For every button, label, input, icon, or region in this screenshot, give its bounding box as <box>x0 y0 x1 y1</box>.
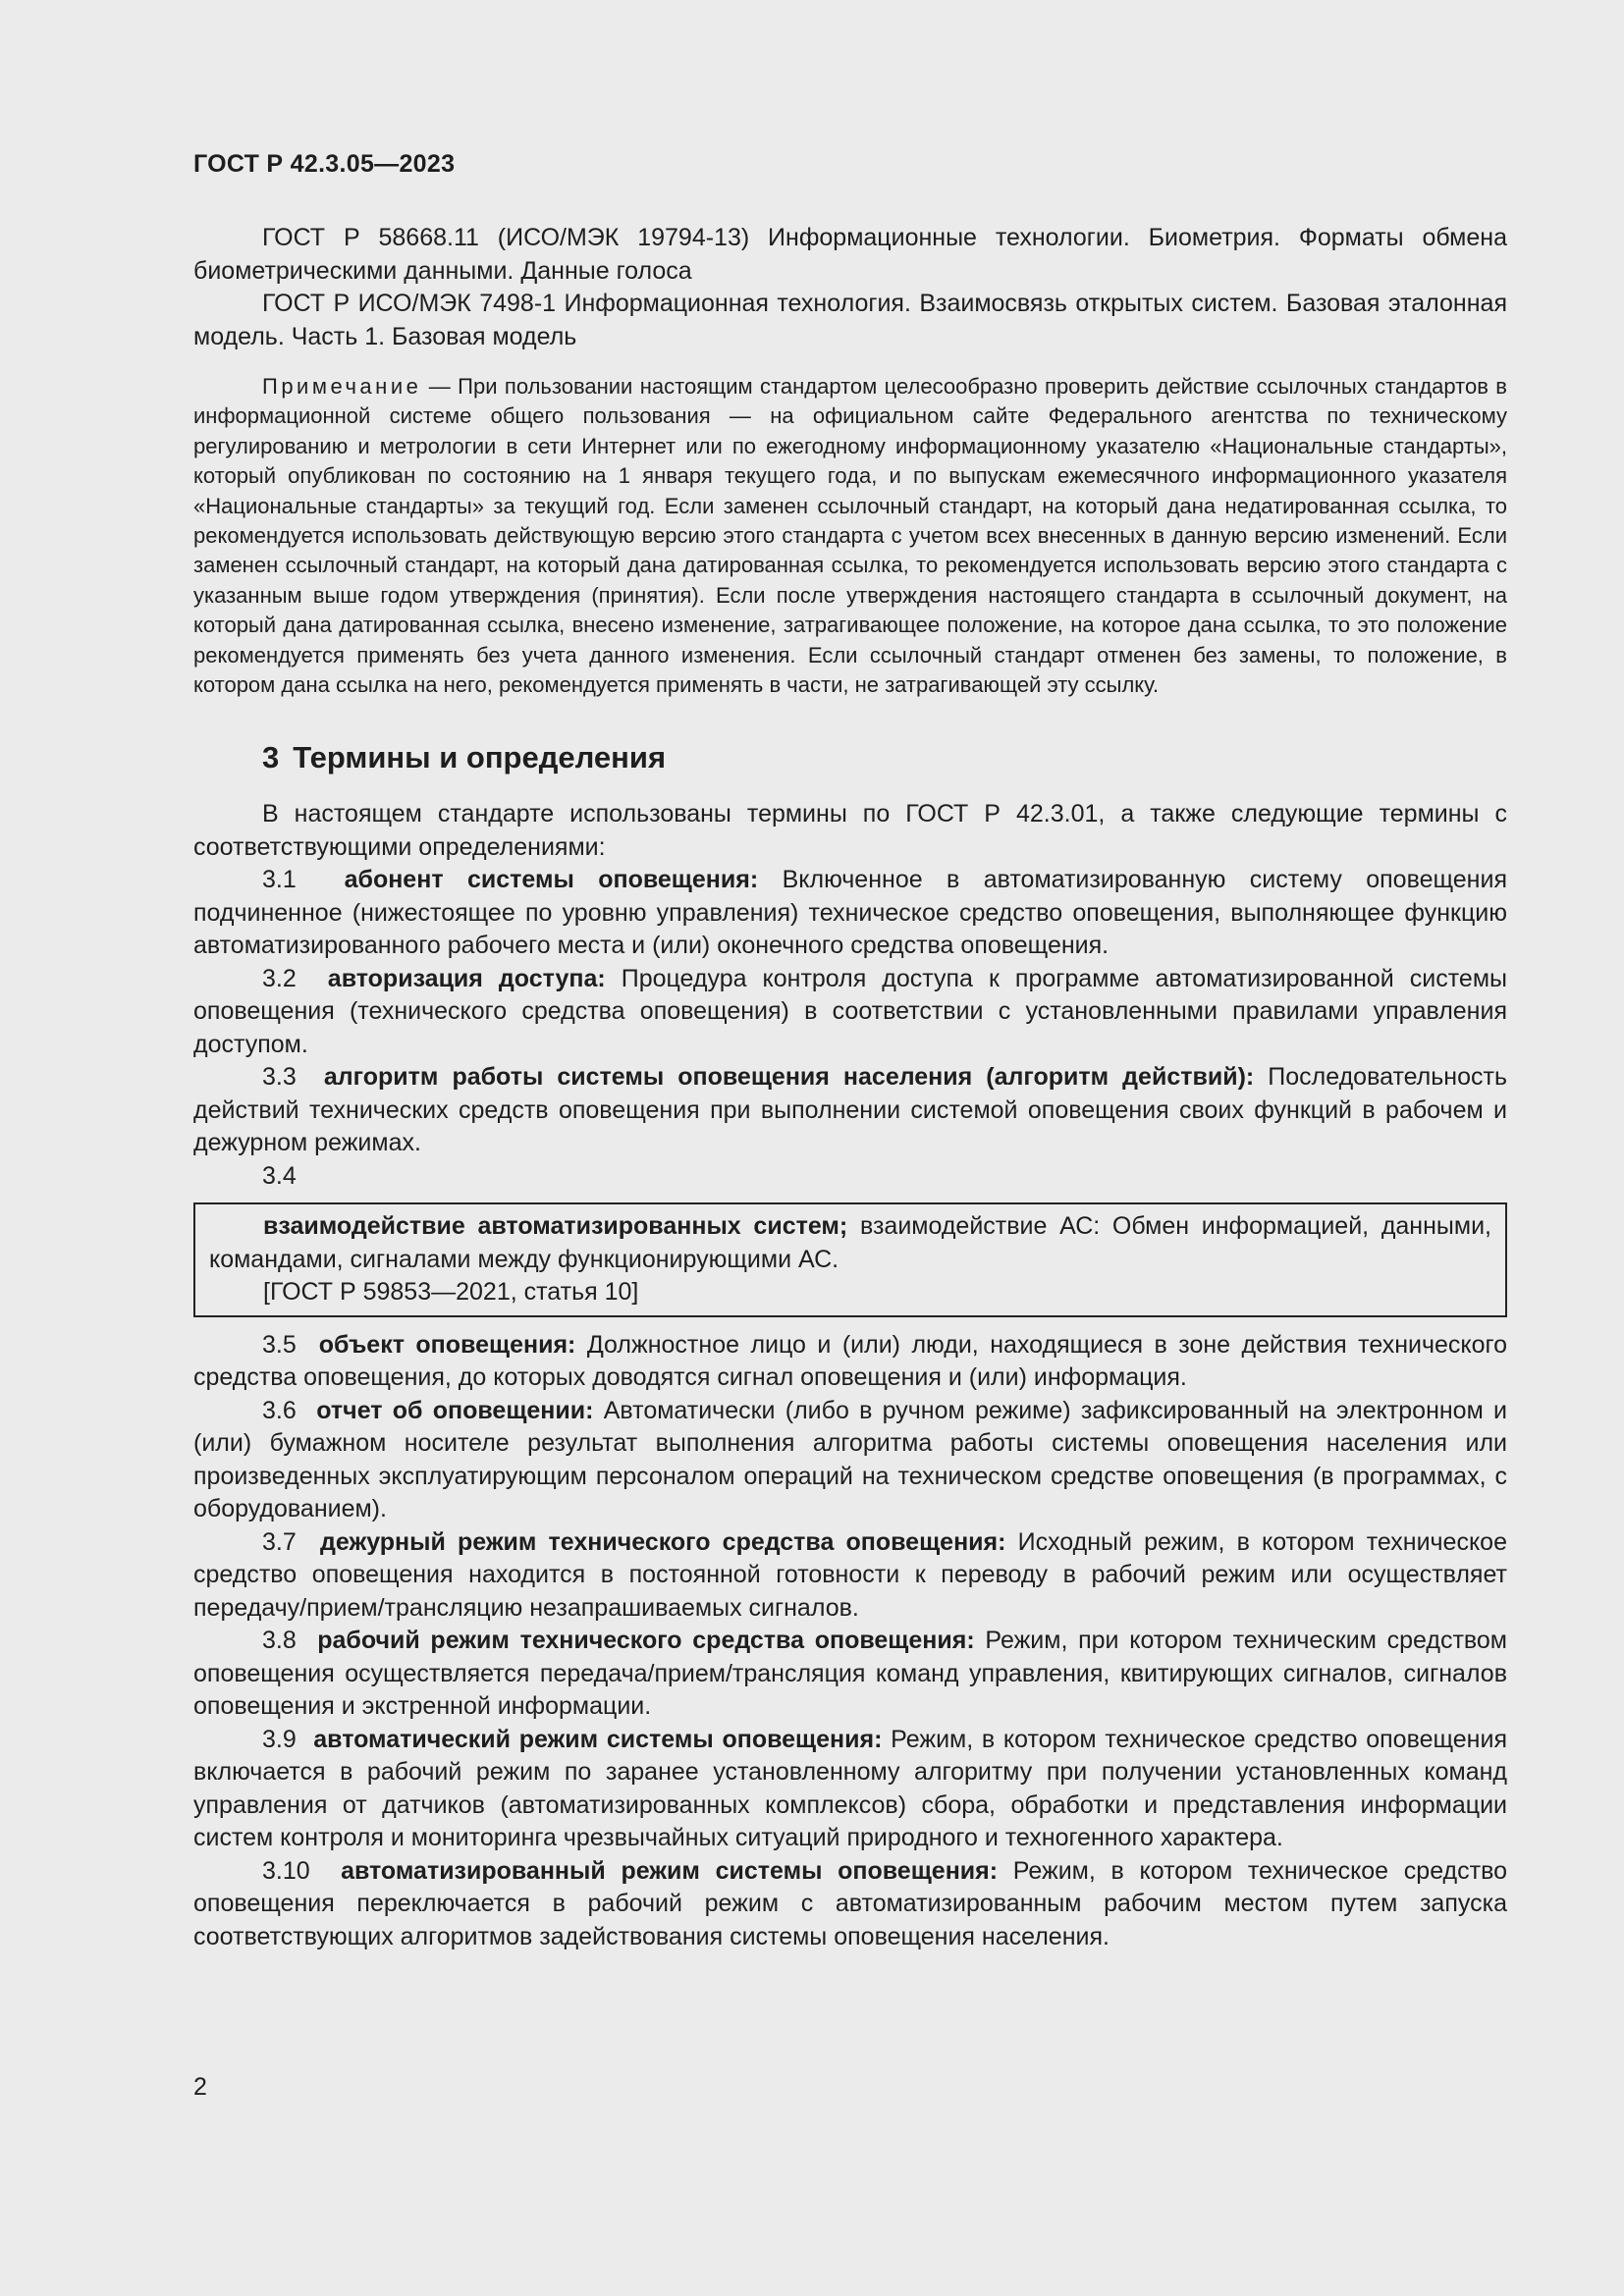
term-definition-3-6 <box>193 1395 1507 1526</box>
term-number: 3.1 <box>262 866 297 894</box>
term-def: Автоматически (либо в ручном режиме) зафиксированный на электронном и (или) бумажном носителе результат выполнения алгоритма работы системы оповещения населения или произведенных эксплуатирующим персоналом операций на техническом средстве оповещения (в программах, с оборудованием). <box>193 1396 1507 1523</box>
term-definition-3-2 <box>193 963 1507 1062</box>
note-paragraph <box>193 372 1507 700</box>
term-name: взаимодействие автоматизированных систем; <box>263 1212 848 1241</box>
term-number: 3.6 <box>262 1396 297 1424</box>
quoted-term-box <box>193 1202 1507 1317</box>
term-definition-3-3 <box>193 1061 1507 1160</box>
term-definition-3-9 <box>193 1724 1507 1855</box>
term-definition-3-1 <box>193 864 1507 963</box>
term-def: Включенное в автоматизированную систему оповещения подчиненное (нижестоящее по уровню управления) техническое средство оповещения, выполняющее функцию автоматизированного рабочего места и (или) оконечного средства оповещения. <box>193 866 1507 960</box>
term-number: 3.10 <box>262 1856 310 1885</box>
term-name: алгоритм работы системы оповещения населения (алгоритм действий): <box>323 1063 1255 1092</box>
section-title: Термины и определения <box>293 740 667 775</box>
note-text: — При пользовании настоящим стандартом целесообразно проверить действие ссылочных стандартов в информационной системе общего пользования — на официальном сайте Федерального агентства по техническому регулированию и метрологии в сети Интернет или по ежегодному информационному указателю «Национальные стандарты», который опубликован по состоянию на 1 января текущего года, и по выпускам ежемесячного информационного указателя «Национальные стандарты» за текущий год. Если заменен ссылочный стандарт, на который дана недатированная ссылка, то рекомендуется использовать действующую версию этого стандарта с учетом всех внесенных в данную версию изменений. Если заменен ссылочный стандарт, на который дана датированная ссылка, то рекомендуется использовать версию этого стандарта с указанным выше годом утверждения (принятия). Если после утверждения настоящего стандарта в ссылочный документ, на который дана датированная ссылка, внесено изменение, затрагивающее положение, на которое дана ссылка, то это положение рекомендуется применять без учета данного изменения. Если ссылочный стандарт отменен без замены, то положение, в котором дана ссылка на него, рекомендуется применять в части, не затрагивающей эту ссылку. <box>193 374 1507 698</box>
term-def: взаимодействие АС: Обмен информацией, данными, командами, сигналами между функционирующими АС. <box>209 1212 1491 1273</box>
term-def: Режим, в котором техническое средство оповещения переключается в рабочий режим с автоматизированным рабочим местом путем запуска соответствующих алгоритмов задействования системы оповещения населения. <box>193 1856 1507 1950</box>
term-number: 3.3 <box>262 1063 297 1092</box>
reference-item: ГОСТ Р ИСО/МЭК 7498-1 Информационная технология. Взаимосвязь открытых систем. Базовая эталонная модель. Часть 1. Базовая модель <box>193 290 1507 350</box>
document-body <box>193 222 1507 1953</box>
term-definition-3-5 <box>193 1329 1507 1395</box>
term-definition-3-4 <box>209 1210 1491 1276</box>
term-number: 3.5 <box>262 1330 297 1359</box>
term-name: абонент системы оповещения: <box>344 866 759 894</box>
term-number: 3.7 <box>262 1527 297 1556</box>
term-def: Исходный режим, в котором техническое средство оповещения находится в постоянной готовности к переводу в рабочий режим или осуществляет передачу/прием/трансляцию незапрашиваемых сигналов. <box>193 1527 1507 1622</box>
term-number-3-4: 3.4 <box>262 1161 297 1190</box>
section-intro: В настоящем стандарте использованы термины по ГОСТ Р 42.3.01, а также следующие термины с соответствующими определениями: <box>193 800 1507 861</box>
term-definition-3-10 <box>193 1855 1507 1954</box>
term-def: Процедура контроля доступа к программе автоматизированной системы оповещения (технического средства оповещения) в соответствии с установленными правилами управления доступом. <box>193 964 1507 1058</box>
section-heading <box>262 739 1507 776</box>
page-number: 2 <box>193 2073 207 2101</box>
term-def: Режим, при котором техническим средством оповещения осуществляется передача/прием/трансляция команд управления, квитирующих сигналов, сигналов оповещения и экстренной информации. <box>193 1627 1507 1721</box>
document-code-header: ГОСТ Р 42.3.05—2023 <box>193 150 456 178</box>
term-number: 3.9 <box>262 1725 297 1753</box>
term-source: [ГОСТ Р 59853—2021, статья 10] <box>263 1278 639 1307</box>
term-name: дежурный режим технического средства оповещения: <box>320 1527 1006 1556</box>
term-name: автоматизированный режим системы оповещения: <box>341 1856 999 1885</box>
term-name: объект оповещения: <box>318 1330 576 1359</box>
term-name: рабочий режим технического средства оповещения: <box>317 1627 975 1655</box>
term-name: автоматический режим системы оповещения: <box>313 1725 883 1753</box>
term-name: отчет об оповещении: <box>316 1396 594 1424</box>
reference-item: ГОСТ Р 58668.11 (ИСО/МЭК 19794-13) Информационные технологии. Биометрия. Форматы обмена биометрическими данными. Данные голоса <box>193 224 1507 285</box>
term-definition-3-7 <box>193 1526 1507 1626</box>
note-label: Примечание <box>262 374 422 399</box>
term-number: 3.2 <box>262 964 297 992</box>
term-def: Последовательность действий технических средств оповещения при выполнении системой оповещения своих функций в рабочем и дежурном режимах. <box>193 1063 1507 1157</box>
term-number: 3.8 <box>262 1627 297 1655</box>
term-def: Должностное лицо и (или) люди, находящиеся в зоне действия технического средства оповещения, до которых доводятся сигнал оповещения и (или) информация. <box>193 1330 1507 1392</box>
term-definition-3-8 <box>193 1625 1507 1724</box>
term-def: Режим, в котором техническое средство оповещения включается в рабочий режим по заранее установленному алгоритму при получении установленных команд управления от датчиков (автоматизированных комплексов) сбора, обработки и представления информации систем контроля и мониторинга чрезвычайных ситуаций природного и техногенного характера. <box>193 1725 1507 1852</box>
term-name: авторизация доступа: <box>327 964 606 992</box>
section-number: 3 <box>262 740 280 775</box>
